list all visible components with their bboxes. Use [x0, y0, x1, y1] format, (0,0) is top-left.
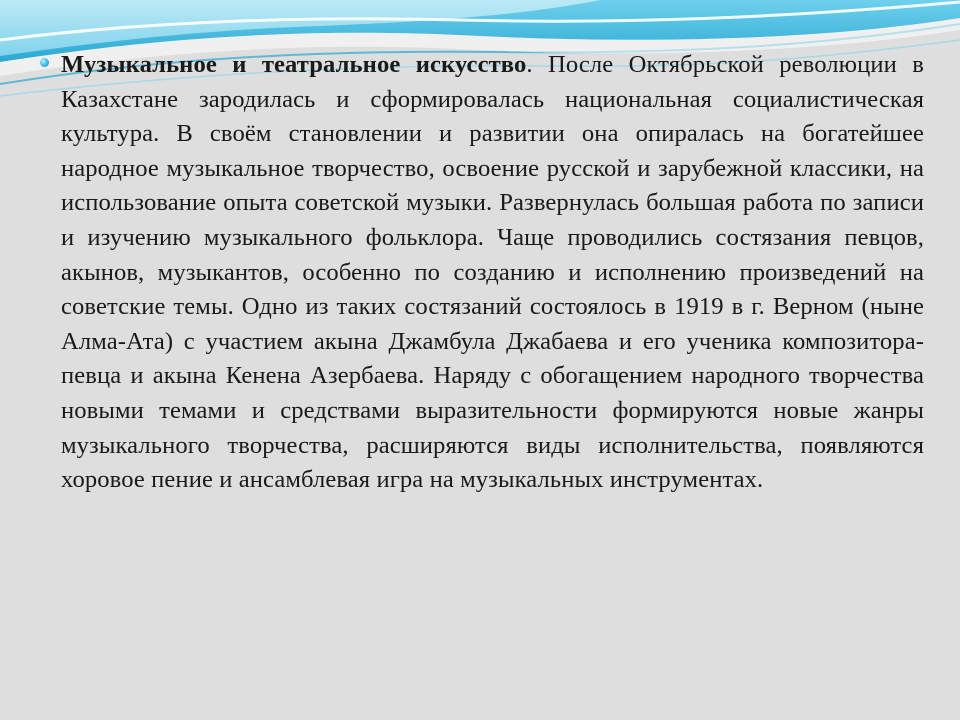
paragraph-heading: Музыкальное и театральное искусство [61, 51, 527, 78]
main-paragraph [61, 48, 924, 498]
content-area [40, 48, 924, 498]
bullet-dot-icon [40, 58, 49, 67]
paragraph-body: . После Октябрьской революции в Казахстане зародилась и сформировалась национальная социалистическая культура. В своём становлении и развитии она опиралась на богатейшее народное музыкальное творчество, освоение русской и зарубежной классики, на использование опыта советской музыки. Развернулась большая работа по записи и изучению музыкального фольклора. Чаще проводились состязания певцов, акынов, музыкантов, особенно по созданию и исполнению произведений на советские темы. Одно из таких состязаний состоялось в 1919 в г. Верном (ныне Алма-Ата) с участием акына Джамбула Джабаева и его ученика композитора-певца и акына Кенена Азербаева. Наряду с обогащением народного творчества новыми темами и средствами выразительности формируются новые жанры музыкального творчества, расширяются виды исполнительства, появляются хоровое пение и ансамблевая игра на музыкальных инструментах. [61, 51, 924, 494]
